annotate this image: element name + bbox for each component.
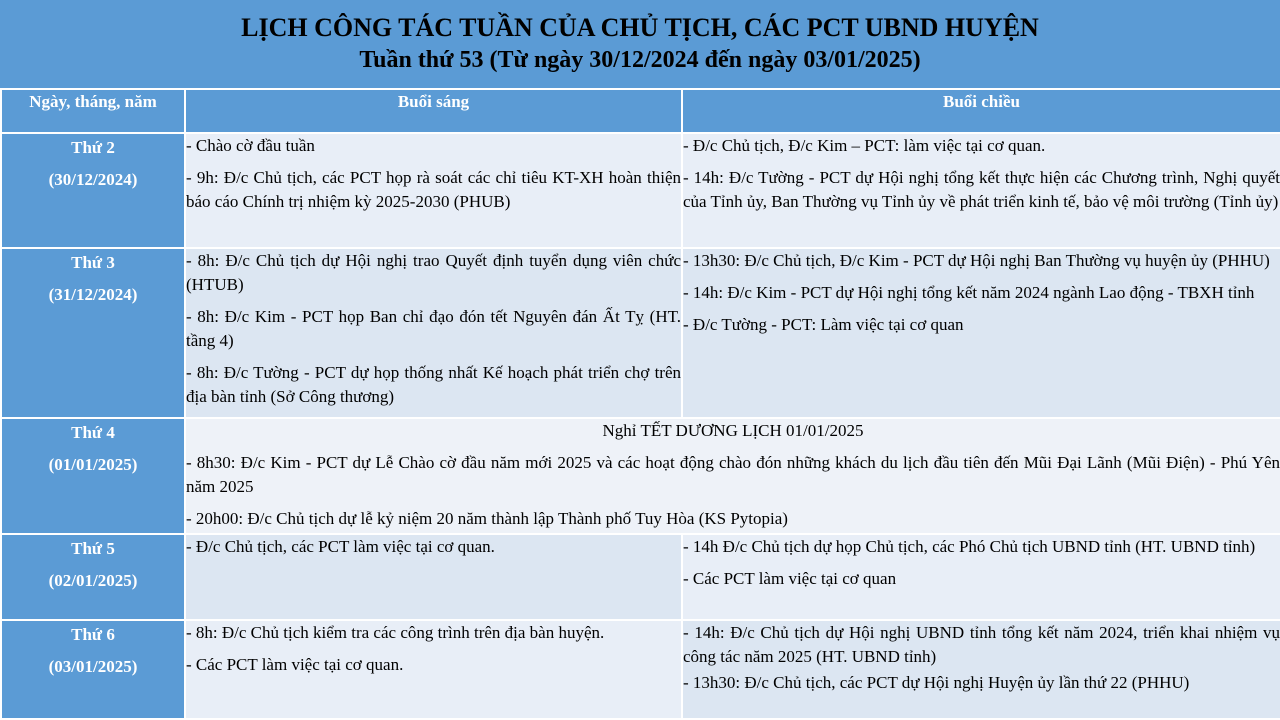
- day-name: Thứ 3: [71, 253, 115, 272]
- schedule-item: - 8h: Đ/c Kim - PCT họp Ban chỉ đạo đón tết Nguyên đán Ất Tỵ (HT. tầng 4): [186, 307, 681, 350]
- schedule-item: - 13h30: Đ/c Chủ tịch, các PCT dự Hội nghị Huyện ủy lần thứ 22 (PHHU): [683, 673, 1190, 692]
- schedule-item: - 14h Đ/c Chủ tịch dự họp Chủ tịch, các Phó Chủ tịch UBND tỉnh (HT. UBND tỉnh): [683, 537, 1256, 556]
- table-row: [1, 248, 1280, 418]
- schedule-item: - 14h: Đ/c Chủ tịch dự Hội nghị UBND tỉnh tổng kết năm 2024, triển khai nhiệm vụ công tác năm 2025 (HT. UBND tỉnh): [683, 623, 1280, 666]
- page-header: [0, 0, 1280, 88]
- morning-cell: [185, 133, 682, 248]
- schedule-item: - Các PCT làm việc tại cơ quan: [683, 569, 897, 588]
- schedule-item: - 8h: Đ/c Tường - PCT dự họp thống nhất Kế hoạch phát triển chợ trên địa bàn tỉnh (Sở Công thương): [186, 363, 681, 406]
- table-row: [1, 418, 1280, 534]
- table-row: [1, 534, 1280, 620]
- schedule-item: - 14h: Đ/c Kim - PCT dự Hội nghị tổng kết năm 2024 ngành Lao động - TBXH tỉnh: [683, 283, 1255, 302]
- table-row: [1, 620, 1280, 719]
- afternoon-cell: [682, 133, 1280, 248]
- schedule-table: [0, 88, 1280, 720]
- page-title: LỊCH CÔNG TÁC TUẦN CỦA CHỦ TỊCH, CÁC PCT UBND HUYỆN: [241, 13, 1039, 42]
- day-date: (02/01/2025): [48, 571, 138, 590]
- afternoon-cell: [682, 248, 1280, 418]
- column-header-morning: Buổi sáng: [185, 89, 682, 133]
- day-cell: [1, 248, 185, 418]
- day-date: (30/12/2024): [48, 170, 138, 189]
- day-date: (01/01/2025): [48, 455, 138, 474]
- column-header-afternoon: Buổi chiều: [682, 89, 1280, 133]
- day-name: Thứ 4: [71, 423, 115, 442]
- morning-cell: [185, 534, 682, 620]
- afternoon-cell: [682, 534, 1280, 620]
- holiday-cell: [185, 418, 1280, 534]
- schedule-item: - Đ/c Tường - PCT: Làm việc tại cơ quan: [683, 315, 964, 334]
- day-date: (31/12/2024): [48, 285, 138, 304]
- day-cell: [1, 418, 185, 534]
- schedule-item: - Đ/c Chủ tịch, Đ/c Kim – PCT: làm việc tại cơ quan.: [683, 136, 1046, 155]
- page-subtitle: Tuần thứ 53 (Từ ngày 30/12/2024 đến ngày 03/01/2025): [359, 47, 921, 73]
- morning-cell: [185, 248, 682, 418]
- day-name: Thứ 2: [71, 138, 115, 157]
- table-header-row: [1, 89, 1280, 133]
- morning-cell: [185, 620, 682, 719]
- table-row: [1, 133, 1280, 248]
- schedule-item: - 8h: Đ/c Chủ tịch dự Hội nghị trao Quyết định tuyển dụng viên chức (HTUB): [186, 251, 681, 294]
- schedule-item: - 20h00: Đ/c Chủ tịch dự lễ kỷ niệm 20 năm thành lập Thành phố Tuy Hòa (KS Pytopia): [186, 509, 788, 528]
- schedule-item: - 8h30: Đ/c Kim - PCT dự Lễ Chào cờ đầu năm mới 2025 và các hoạt động chào đón những khách du lịch đầu tiên đến Mũi Đại Lãnh (Mũi Điện) - Phú Yên năm 2025: [186, 453, 1280, 496]
- day-name: Thứ 6: [71, 625, 115, 644]
- schedule-item: - Các PCT làm việc tại cơ quan.: [186, 655, 404, 674]
- schedule-item: - 14h: Đ/c Tường - PCT dự Hội nghị tổng kết thực hiện các Chương trình, Nghị quyết của Tỉnh ủy, Ban Thường vụ Tỉnh ủy về phát triển kinh tế, bảo vệ môi trường (Tỉnh ủy): [683, 168, 1280, 211]
- day-cell: [1, 534, 185, 620]
- schedule-item: - Đ/c Chủ tịch, các PCT làm việc tại cơ quan.: [186, 537, 495, 556]
- day-date: (03/01/2025): [48, 657, 138, 676]
- schedule-item: - 8h: Đ/c Chủ tịch kiểm tra các công trình trên địa bàn huyện.: [186, 623, 605, 642]
- afternoon-cell: [682, 620, 1280, 719]
- day-cell: [1, 133, 185, 248]
- day-cell: [1, 620, 185, 719]
- schedule-item: - 13h30: Đ/c Chủ tịch, Đ/c Kim - PCT dự Hội nghị Ban Thường vụ huyện ủy (PHHU): [683, 251, 1270, 270]
- holiday-note: Nghỉ TẾT DƯƠNG LỊCH 01/01/2025: [602, 421, 864, 440]
- column-header-day: Ngày, tháng, năm: [1, 89, 185, 133]
- day-name: Thứ 5: [71, 539, 115, 558]
- schedule-item: - Chào cờ đầu tuần: [186, 136, 315, 155]
- schedule-item: - 9h: Đ/c Chủ tịch, các PCT họp rà soát các chỉ tiêu KT-XH hoàn thiện báo cáo Chính trị nhiệm kỳ 2025-2030 (PHUB): [186, 168, 681, 211]
